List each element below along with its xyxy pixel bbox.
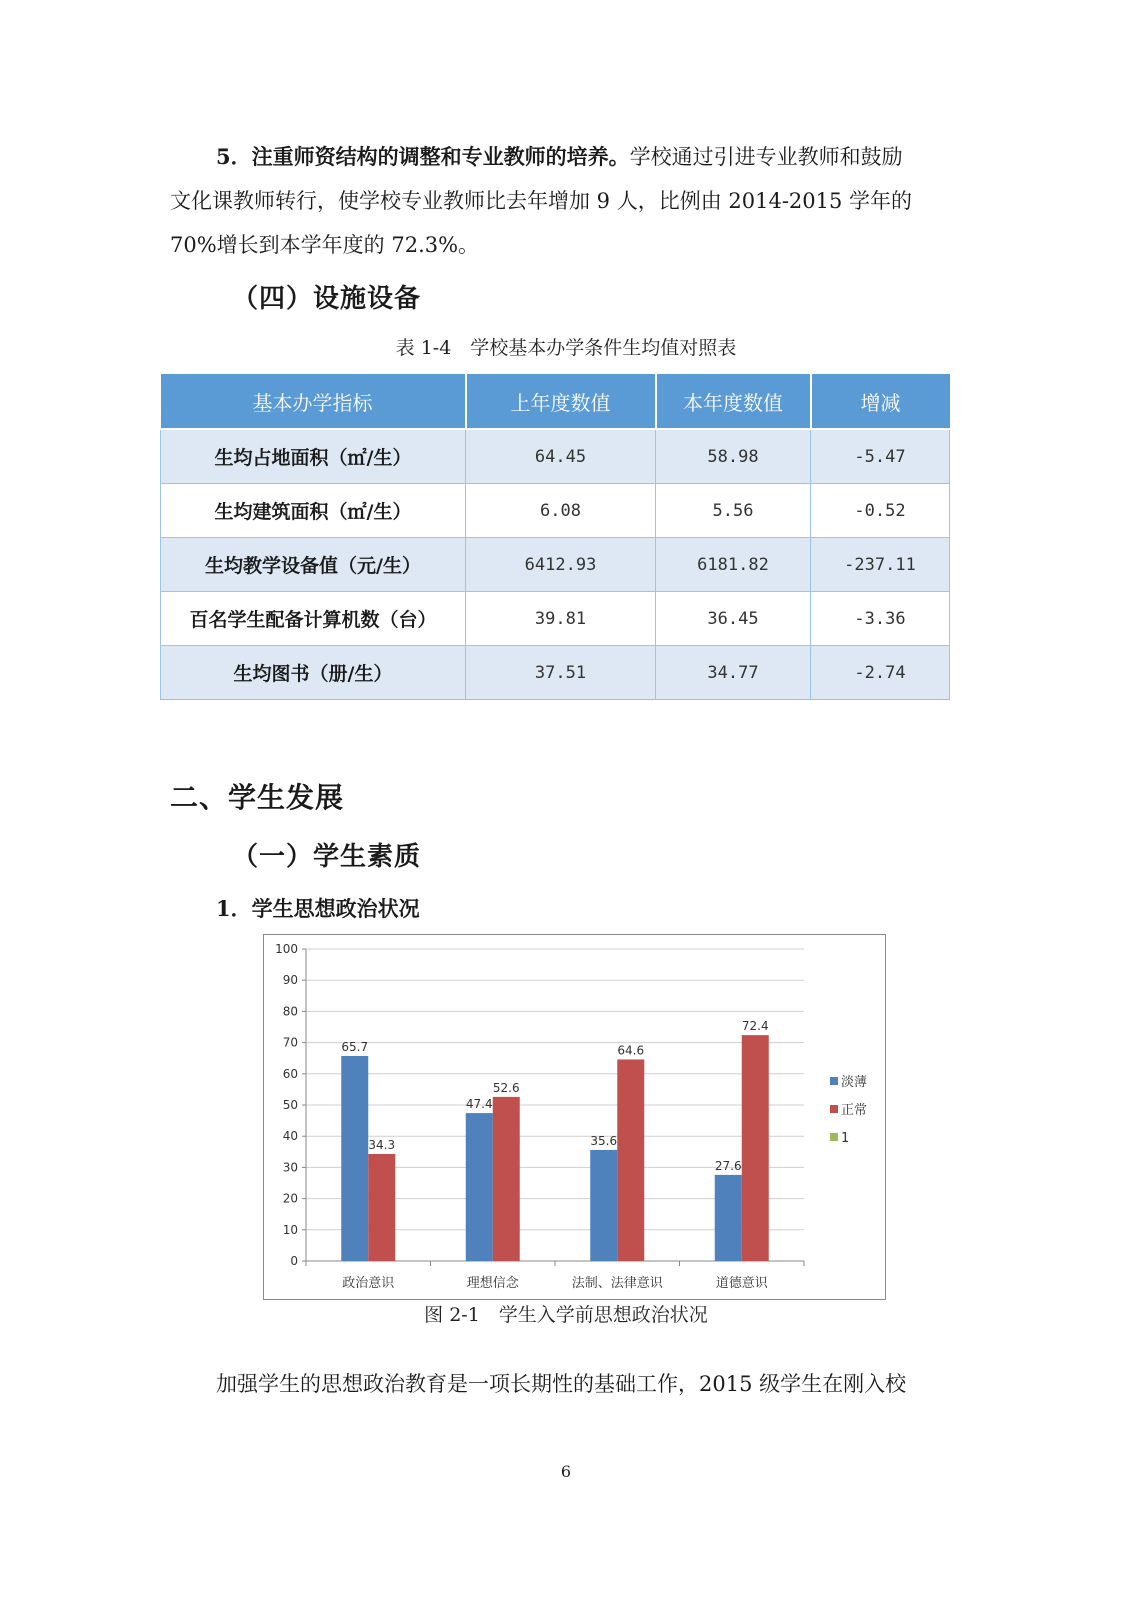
figure-caption: 图 2-1 学生入学前思想政治状况 [424, 1304, 708, 1326]
table-cell-label: 生均建筑面积（㎡/生） [161, 484, 466, 538]
table-caption: 表 1-4 学校基本办学条件生均值对照表 [395, 337, 737, 359]
ideology-bar-chart [263, 934, 886, 1300]
table-cell-value: 6.08 [466, 484, 656, 538]
bar [742, 1035, 769, 1261]
table-cell-label: 生均占地面积（㎡/生） [161, 429, 466, 484]
conditions-table [160, 374, 950, 700]
y-tick-label: 40 [282, 1129, 298, 1144]
table-cell-value: 34.77 [656, 646, 811, 700]
table-cell-value: -2.74 [811, 646, 950, 700]
paragraph-ideology-education [170, 1362, 960, 1406]
heading-student-development: 二、学生发展 [170, 781, 345, 814]
table-cell-value: 36.45 [656, 592, 811, 646]
paragraph-teacher-structure [170, 135, 960, 267]
table-cell-value: -0.52 [811, 484, 950, 538]
table-cell-value: 37.51 [466, 646, 656, 700]
bar [466, 1113, 493, 1261]
table-cell-value: -5.47 [811, 429, 950, 484]
table-header-cell: 基本办学指标 [161, 374, 466, 429]
table-cell-value: 6181.82 [656, 538, 811, 592]
y-tick-label: 60 [282, 1066, 298, 1081]
legend-label: 正常 [841, 1103, 868, 1118]
legend-swatch [830, 1077, 838, 1085]
table-row [161, 592, 950, 646]
x-tick-label: 法制、法律意识 [571, 1276, 663, 1291]
table-cell-value: 6412.93 [466, 538, 656, 592]
legend-label: 淡薄 [841, 1075, 868, 1090]
table-header-cell: 上年度数值 [466, 374, 656, 429]
page-number: 6 [560, 1462, 572, 1481]
x-tick-label: 道德意识 [715, 1276, 768, 1291]
data-label: 34.3 [368, 1137, 396, 1152]
data-label: 52.6 [492, 1080, 520, 1095]
bar [493, 1097, 520, 1261]
legend-swatch [830, 1133, 838, 1141]
data-label: 27.6 [714, 1158, 742, 1173]
y-tick-label: 30 [282, 1160, 298, 1175]
table-header-row [161, 374, 950, 429]
table-header-cell: 本年度数值 [656, 374, 811, 429]
y-tick-label: 20 [282, 1191, 298, 1206]
table-row [161, 484, 950, 538]
bar [590, 1150, 617, 1261]
y-tick-label: 80 [282, 1004, 298, 1019]
table-header-cell: 增减 [811, 374, 950, 429]
heading-ideology-status: 1．学生思想政治状况 [216, 896, 420, 921]
table-cell-label: 生均图书（册/生） [161, 646, 466, 700]
data-label: 65.7 [341, 1040, 369, 1055]
table-cell-value: -3.36 [811, 592, 950, 646]
bar [715, 1175, 742, 1261]
table-cell-value: 58.98 [656, 429, 811, 484]
y-tick-label: 90 [282, 973, 298, 988]
y-tick-label: 70 [282, 1035, 298, 1050]
table-cell-label: 百名学生配备计算机数（台） [161, 592, 466, 646]
y-tick-label: 50 [282, 1098, 298, 1112]
x-tick-label: 理想信念 [466, 1276, 519, 1291]
table-cell-value: 5.56 [656, 484, 811, 538]
table-row [161, 538, 950, 592]
chart-legend [830, 1074, 867, 1146]
heading-facilities: （四）设施设备 [232, 284, 422, 314]
bar [368, 1154, 395, 1261]
paragraph-text-3: 70%增长到本学年度的 72.3%。 [170, 233, 480, 257]
paragraph-bold-lead: 5．注重师资结构的调整和专业教师的培养。 [216, 144, 630, 169]
data-label: 64.6 [617, 1043, 645, 1058]
table-cell-value: 39.81 [466, 592, 656, 646]
y-tick-label: 100 [275, 942, 298, 956]
data-label: 47.4 [465, 1097, 493, 1112]
paragraph-text-2: 文化课教师转行，使学校专业教师比去年增加 9 人，比例由 2014-2015 学年的 [170, 189, 913, 213]
table-cell-value: -237.11 [811, 538, 950, 592]
chart-bars [341, 1035, 769, 1261]
y-tick-label: 0 [290, 1254, 298, 1268]
y-tick-label: 10 [282, 1222, 298, 1237]
data-label: 72.4 [741, 1019, 769, 1034]
legend-swatch [830, 1105, 838, 1113]
paragraph-text-1: 学校通过引进专业教师和鼓励 [629, 145, 903, 169]
x-tick-label: 政治意识 [342, 1276, 395, 1291]
bar [341, 1056, 368, 1261]
chart-svg [264, 935, 885, 1299]
paragraph-text: 加强学生的思想政治教育是一项长期性的基础工作，2015 级学生在刚入校 [216, 1372, 907, 1396]
table-cell-value: 64.45 [466, 429, 656, 484]
table-row [161, 646, 950, 700]
heading-student-quality: （一）学生素质 [232, 842, 422, 872]
table-cell-label: 生均教学设备值（元/生） [161, 538, 466, 592]
bar [617, 1059, 644, 1261]
data-label: 35.6 [590, 1133, 618, 1148]
table-row [161, 429, 950, 484]
legend-label: 1 [841, 1131, 850, 1146]
